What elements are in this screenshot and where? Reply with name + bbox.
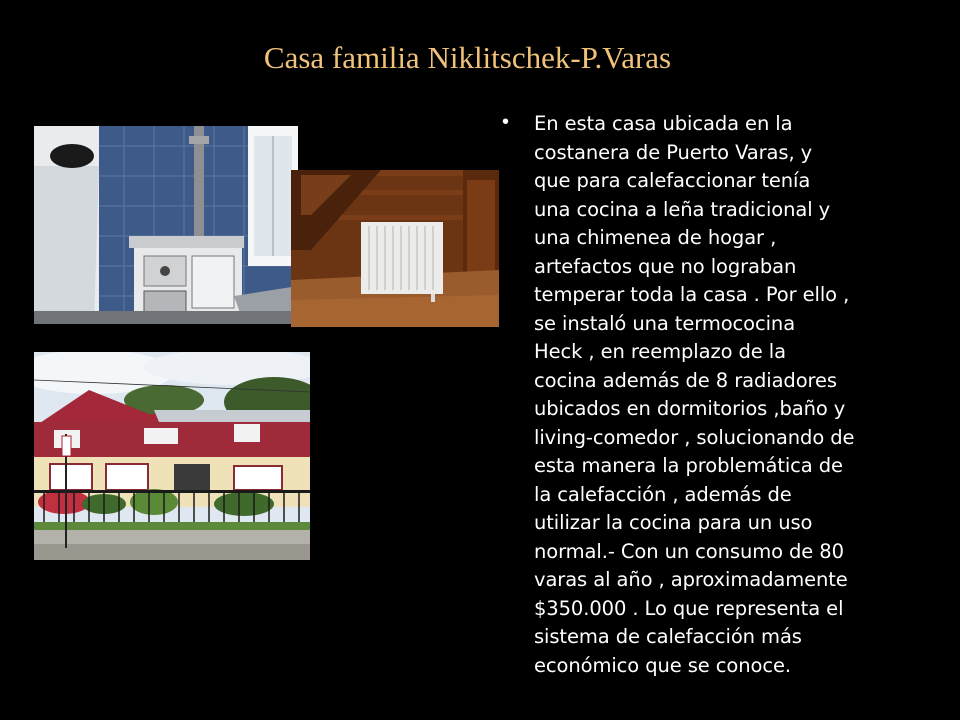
- description-text: En esta casa ubicada en la costanera de Puerto Varas, y que para calefaccionar tenía una cocina a leña tradicional y una chimenea de hogar , artefactos que no lograban temperar toda la casa . Por ello , se instaló una termococina Heck , en reemplazo de la cocina además de 8 radiadores ubicados en dormitorios ,baño y living-comedor , solucionando de esta manera la problemática de la calefacción , además de utilizar la cocina para un uso normal.- Con un consumo de 80 varas al año , aproximadamente $350.000 . Lo que representa el sistema de calefacción más económico que se conoce.: [534, 112, 855, 677]
- kitchen-stove-photo: [34, 126, 298, 324]
- slide-title: Casa familia Niklitschek-P.Varas: [263, 40, 672, 75]
- radiator-photo: [291, 170, 499, 327]
- house-exterior-photo: [34, 352, 310, 560]
- description-bullet: [502, 110, 932, 680]
- bullet-marker: •: [502, 111, 510, 133]
